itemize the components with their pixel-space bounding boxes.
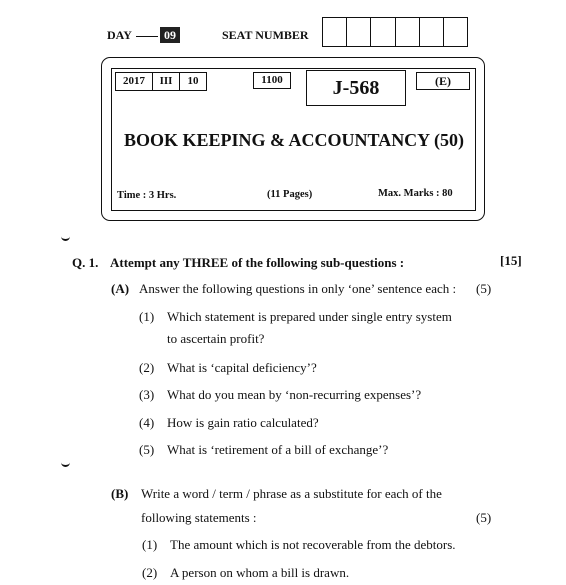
seat-number-cell (419, 18, 443, 46)
seat-number-cell (346, 18, 370, 46)
item-text: How is gain ratio calculated? (167, 415, 319, 430)
part-a-instruction: Answer the following questions in only ‘one’ sentence each : (139, 281, 457, 296)
item-number: (4) (139, 415, 155, 430)
seat-number-cell (370, 18, 394, 46)
item-number: (1) (142, 537, 158, 552)
question-marks: [15] (500, 253, 522, 268)
day-value-box: 09 (160, 27, 180, 43)
item-text: What is ‘capital deficiency’? (167, 360, 317, 375)
part-a-marks: (5) (476, 281, 492, 296)
language-box: (E) (416, 72, 470, 90)
pages-label: (11 Pages) (267, 189, 313, 200)
subject-title: BOOK KEEPING & ACCOUNTANCY (50) (124, 130, 465, 150)
day-label: DAY (107, 28, 132, 42)
item-number: (2) (139, 360, 155, 375)
seat-number-boxes (322, 17, 468, 47)
question-number: Q. 1. (72, 255, 99, 270)
item-number: (5) (139, 442, 155, 457)
paper-number-box: 1100 (253, 72, 291, 89)
session-code-box (115, 72, 207, 91)
item-text: What is ‘retirement of a bill of exchange’? (167, 442, 389, 457)
item-number: (2) (142, 565, 158, 580)
exam-code-box: J-568 (306, 70, 406, 106)
code-part: 10 (179, 73, 206, 90)
seat-number-cell (443, 18, 467, 46)
item-number: (3) (139, 387, 155, 402)
part-b-label: (B) (111, 486, 129, 501)
part-b-instruction-continued: following statements : (141, 510, 257, 525)
seat-number-cell (395, 18, 419, 46)
item-number: (1) (139, 309, 155, 324)
item-text: The amount which is not recoverable from the debtors. (170, 537, 456, 552)
part-b-instruction: Write a word / term / phrase as a substitute for each of the (141, 486, 442, 501)
max-marks-label: Max. Marks : 80 (378, 188, 453, 199)
year: 2017 (123, 75, 145, 87)
part-a-label: (A) (111, 281, 130, 296)
margin-mark (61, 234, 70, 241)
item-text: What do you mean by ‘non-recurring expenses’? (167, 387, 422, 402)
term: III (152, 73, 179, 90)
seat-number-label: SEAT NUMBER (222, 28, 309, 42)
day-dash (136, 36, 158, 37)
margin-mark (61, 460, 70, 467)
item-text-continued: to ascertain profit? (167, 331, 265, 346)
question-instruction: Attempt any THREE of the following sub-questions : (110, 255, 405, 270)
item-text: Which statement is prepared under single entry system (167, 309, 452, 324)
time-label: Time : 3 Hrs. (117, 190, 177, 201)
part-b-marks: (5) (476, 510, 492, 525)
seat-number-cell (323, 18, 346, 46)
item-text: A person on whom a bill is drawn. (170, 565, 350, 580)
